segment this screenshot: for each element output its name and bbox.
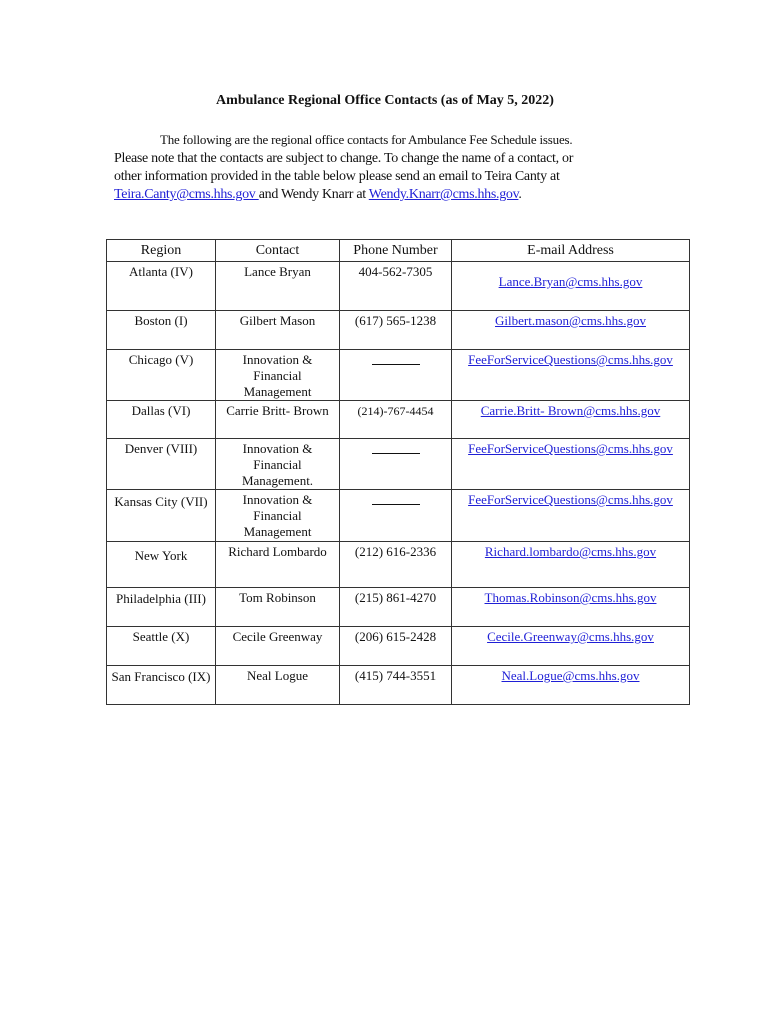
email-link[interactable]: FeeForServiceQuestions@cms.hhs.gov: [468, 441, 673, 456]
email-link[interactable]: Thomas.Robinson@cms.hhs.gov: [484, 590, 657, 605]
phone-cell: (212) 616-2336: [340, 542, 452, 588]
email-cell: [452, 490, 690, 542]
contact-cell: Innovation & Financial Management: [216, 350, 340, 401]
table-row: [107, 262, 690, 311]
region-cell: Dallas (VI): [107, 401, 216, 439]
table-row: [107, 490, 690, 542]
email-cell: [452, 666, 690, 705]
intro-line-3: other information provided in the table below please send an email to Teira Canty at: [114, 169, 560, 184]
phone-cell: (206) 615-2428: [340, 627, 452, 666]
contact-cell: Tom Robinson: [216, 588, 340, 627]
email-link[interactable]: FeeForServiceQuestions@cms.hhs.gov: [468, 352, 673, 367]
intro-paragraph: [114, 131, 634, 204]
region-cell: Atlanta (IV): [107, 262, 216, 311]
email-cell: [452, 588, 690, 627]
email-link[interactable]: Carrie.Britt- Brown@cms.hhs.gov: [480, 403, 661, 418]
phone-cell: (415) 744-3551: [340, 666, 452, 705]
region-cell: Denver (VIII): [107, 439, 216, 490]
contact-cell: Innovation & Financial Management: [216, 490, 340, 542]
contact-cell: Lance Bryan: [216, 262, 340, 311]
teira-canty-email-link[interactable]: Teira.Canty@cms.hhs.gov: [114, 187, 259, 202]
phone-cell: 404-562-7305: [340, 262, 452, 311]
intro-end: .: [518, 187, 522, 202]
contact-cell: Innovation & Financial Management.: [216, 439, 340, 490]
email-link[interactable]: Gilbert.mason@cms.hhs.gov: [495, 313, 646, 328]
contact-cell: Carrie Britt- Brown: [216, 401, 340, 439]
contact-cell: Neal Logue: [216, 666, 340, 705]
email-cell: [452, 627, 690, 666]
region-cell: Seattle (X): [107, 627, 216, 666]
regional-contacts-table: [106, 239, 690, 705]
phone-cell: [340, 350, 452, 401]
blank-phone-line: [372, 441, 420, 454]
table-row: [107, 588, 690, 627]
phone-cell: [340, 439, 452, 490]
phone-cell: (617) 565-1238: [340, 311, 452, 350]
intro-line-4: [114, 186, 634, 204]
email-cell: [452, 542, 690, 588]
table-row: [107, 439, 690, 490]
region-cell: Philadelphia (III): [107, 588, 216, 627]
intro-line-1: The following are the regional office contacts for Ambulance Fee Schedule issues.: [160, 132, 573, 147]
intro-line-2: Please note that the contacts are subject to change. To change the name of a contact, or: [114, 151, 574, 166]
email-cell: [452, 401, 690, 439]
contact-cell: Gilbert Mason: [216, 311, 340, 350]
header-phone: Phone Number: [340, 240, 452, 262]
email-cell: [452, 262, 690, 311]
table-row: [107, 401, 690, 439]
region-cell: New York: [107, 542, 216, 588]
table-row: [107, 542, 690, 588]
wendy-knarr-email-link[interactable]: Wendy.Knarr@cms.hhs.gov: [368, 187, 519, 202]
email-link[interactable]: Neal.Logue@cms.hhs.gov: [501, 668, 640, 683]
intro-connector: and Wendy Knarr at: [258, 187, 369, 202]
region-cell: Chicago (V): [107, 350, 216, 401]
region-cell: Kansas City (VII): [107, 490, 216, 542]
phone-cell: [340, 490, 452, 542]
email-link[interactable]: Lance.Bryan@cms.hhs.gov: [498, 274, 643, 289]
table-header-row: [107, 240, 690, 262]
email-link[interactable]: Richard.lombardo@cms.hhs.gov: [484, 544, 657, 559]
email-cell: [452, 311, 690, 350]
email-cell: [452, 439, 690, 490]
region-cell: San Francisco (IX): [107, 666, 216, 705]
email-link[interactable]: FeeForServiceQuestions@cms.hhs.gov: [468, 492, 673, 507]
email-link[interactable]: Cecile.Greenway@cms.hhs.gov: [487, 629, 654, 644]
table-row: [107, 311, 690, 350]
contact-cell: Richard Lombardo: [216, 542, 340, 588]
blank-phone-line: [372, 492, 420, 505]
blank-phone-line: [372, 352, 420, 365]
phone-cell: (214)-767-4454: [340, 401, 452, 439]
region-cell: Boston (I): [107, 311, 216, 350]
table-row: [107, 627, 690, 666]
phone-cell: (215) 861-4270: [340, 588, 452, 627]
contact-cell: Cecile Greenway: [216, 627, 340, 666]
header-region: Region: [107, 240, 216, 262]
table-row: [107, 350, 690, 401]
header-contact: Contact: [216, 240, 340, 262]
table-row: [107, 666, 690, 705]
page-title: Ambulance Regional Office Contacts (as of May 5, 2022): [216, 93, 554, 108]
email-cell: [452, 350, 690, 401]
header-email: E-mail Address: [452, 240, 690, 262]
